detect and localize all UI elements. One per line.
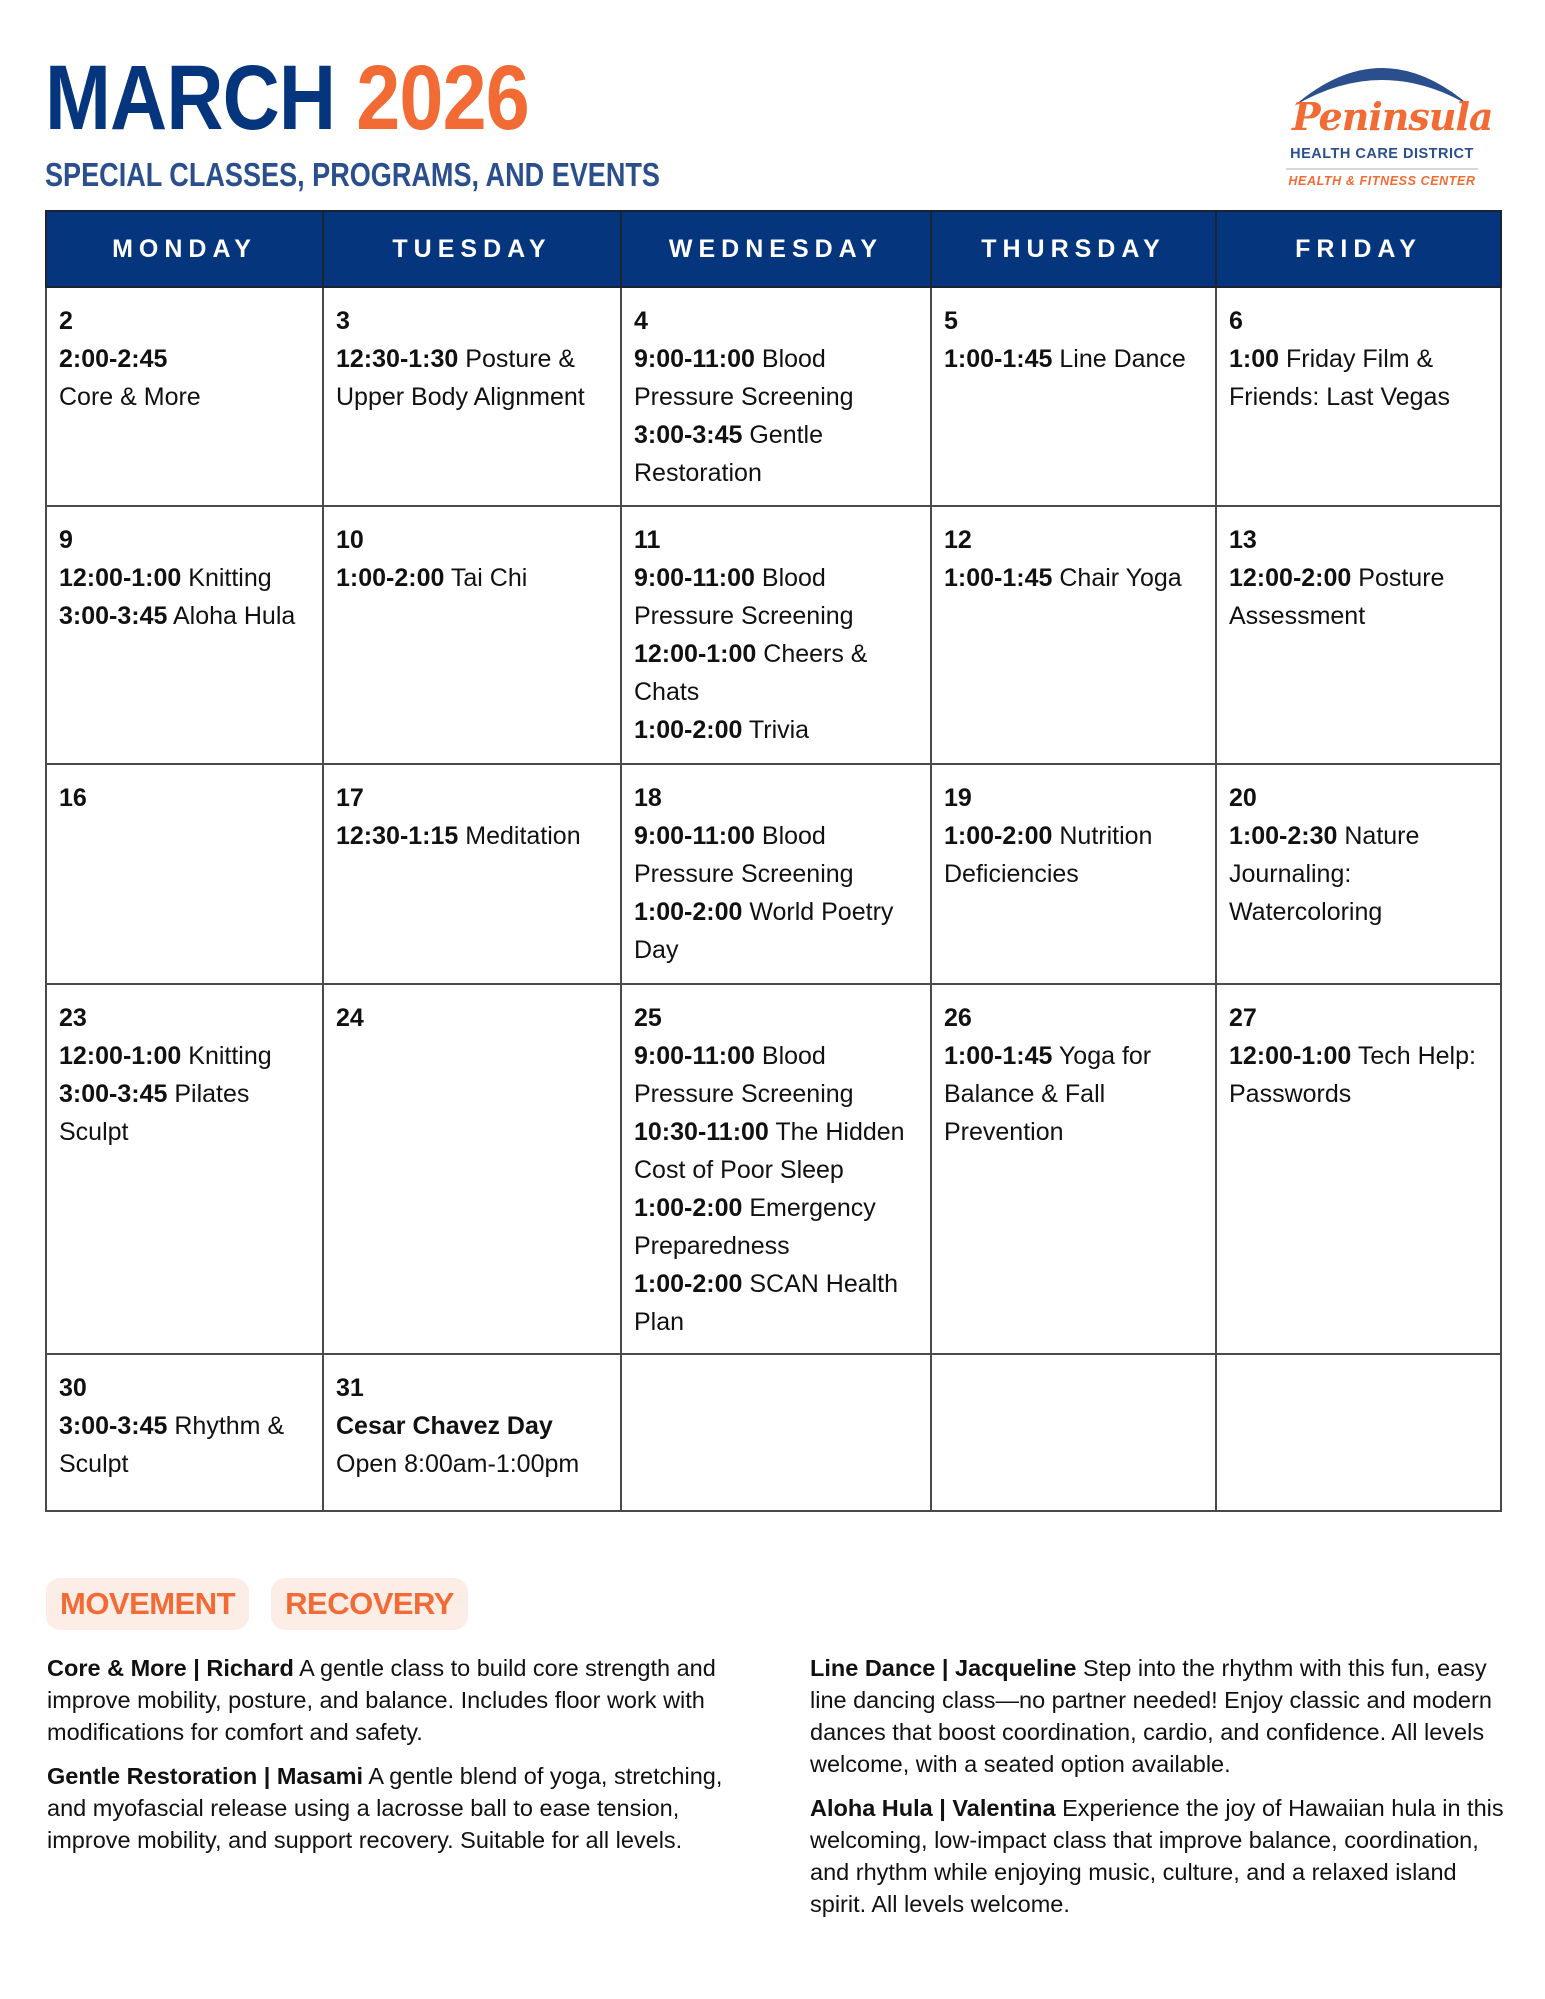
event-title: Rhythm & Sculpt <box>59 1412 285 1478</box>
event-title: Gentle Restoration <box>634 421 824 487</box>
calendar-day-16 <box>46 764 323 984</box>
event-time: 12:30-1:15 <box>336 822 459 850</box>
calendar-day-26 <box>931 984 1216 1354</box>
calendar-event <box>634 1189 918 1265</box>
event-title: Blood Pressure Screening <box>634 822 854 888</box>
event-title: Pilates Sculpt <box>59 1080 250 1146</box>
calendar-day-empty <box>1216 1354 1501 1511</box>
calendar-event <box>634 711 918 749</box>
logo-wordmark: Peninsula <box>1292 94 1493 139</box>
day-number: 20 <box>1229 784 1257 812</box>
event-title: Line Dance <box>1059 345 1186 373</box>
weekday-header-tuesday: TUESDAY <box>323 211 621 287</box>
event-title: World Poetry Day <box>634 898 894 964</box>
class-descriptions-right <box>810 1652 1510 1932</box>
event-title: Yoga for Balance & Fall Prevention <box>944 1042 1152 1146</box>
calendar-day-9 <box>46 506 323 764</box>
calendar-day-25 <box>621 984 931 1354</box>
calendar-event <box>336 817 608 855</box>
calendar-event <box>634 817 918 893</box>
calendar-event <box>59 559 310 597</box>
description-text: Step into the rhythm with this fun, easy line dancing class—no partner needed! Enjoy classic and modern dances that boost coordination, cardio, and confidence. All levels welcome, with a seated option available. <box>810 1655 1492 1777</box>
day-number: 11 <box>634 526 661 554</box>
calendar-day-11 <box>621 506 931 764</box>
day-number: 31 <box>336 1374 364 1402</box>
description-core-more <box>47 1652 762 1748</box>
day-number: 4 <box>634 307 648 335</box>
event-title: Posture & Upper Body Alignment <box>336 345 585 411</box>
calendar-day-30 <box>46 1354 323 1511</box>
event-time: 2:00-2:45 <box>59 345 168 373</box>
tag-movement: MOVEMENT <box>46 1578 249 1630</box>
event-title: Cheers & Chats <box>634 640 868 706</box>
class-descriptions-left <box>47 1652 762 1868</box>
event-time: 1:00 <box>1229 345 1280 373</box>
calendar-week-row <box>46 1354 1501 1511</box>
event-time: 12:00-1:00 <box>1229 1042 1352 1070</box>
calendar-day-31 <box>323 1354 621 1511</box>
event-time: 9:00-11:00 <box>634 1042 755 1070</box>
calendar-day-2 <box>46 287 323 506</box>
weekday-header-wednesday: WEDNESDAY <box>621 211 931 287</box>
calendar-day-13 <box>1216 506 1501 764</box>
tag-recovery: RECOVERY <box>271 1578 468 1630</box>
event-title: Posture Assessment <box>1229 564 1445 630</box>
event-time: 1:00-2:00 <box>634 716 743 744</box>
event-title: Nutrition Deficiencies <box>944 822 1153 888</box>
day-number: 16 <box>59 784 87 812</box>
event-time: 3:00-3:45 <box>59 1080 168 1108</box>
event-time: 1:00-2:00 <box>336 564 445 592</box>
event-time: 1:00-2:00 <box>944 822 1053 850</box>
calendar-event <box>59 597 310 635</box>
calendar-event <box>59 1075 310 1151</box>
calendar-event <box>634 635 918 711</box>
page-title <box>45 47 529 149</box>
event-title: Friday Film & Friends: Last Vegas <box>1229 345 1450 411</box>
description-line-dance <box>810 1652 1510 1780</box>
calendar-event <box>944 1037 1203 1151</box>
calendar-week-row <box>46 506 1501 764</box>
calendar-week-row <box>46 984 1501 1354</box>
day-number: 6 <box>1229 307 1243 335</box>
calendar-event <box>634 1265 918 1341</box>
calendar-event <box>1229 559 1488 635</box>
logo-district: HEALTH CARE DISTRICT <box>1290 146 1474 162</box>
day-number: 19 <box>944 784 972 812</box>
event-time: 9:00-11:00 <box>634 564 755 592</box>
event-title: Blood Pressure Screening <box>634 1042 854 1108</box>
description-aloha-hula <box>810 1792 1510 1920</box>
calendar-event <box>634 893 918 969</box>
calendar-day-17 <box>323 764 621 984</box>
calendar-event <box>944 559 1203 597</box>
title-year: 2026 <box>356 47 529 149</box>
event-time: 12:00-2:00 <box>1229 564 1352 592</box>
event-time: 12:00-1:00 <box>634 640 757 668</box>
event-time: 12:30-1:30 <box>336 345 459 373</box>
calendar-event <box>1229 1037 1488 1113</box>
event-title: Chair Yoga <box>1059 564 1182 592</box>
day-number: 18 <box>634 784 662 812</box>
logo-divider <box>1286 168 1478 170</box>
day-number: 13 <box>1229 526 1257 554</box>
description-text: A gentle class to build core strength and improve mobility, posture, and balance. Includes floor work with modifications for comfort and safety. <box>47 1655 716 1745</box>
event-title: Tai Chi <box>450 564 528 592</box>
event-time: 1:00-1:45 <box>944 345 1053 373</box>
calendar-event <box>944 817 1203 893</box>
calendar-event <box>634 559 918 635</box>
event-title: The Hidden Cost of Poor Sleep <box>634 1118 905 1184</box>
event-time: 1:00-2:30 <box>1229 822 1338 850</box>
calendar-event <box>634 340 918 416</box>
calendar-day-6 <box>1216 287 1501 506</box>
calendar-event <box>59 340 310 416</box>
calendar-event <box>944 340 1203 378</box>
description-heading: Core & More | Richard <box>47 1655 294 1681</box>
event-title: Tech Help: Passwords <box>1229 1042 1476 1108</box>
event-time: 1:00-2:00 <box>634 1194 743 1222</box>
calendar-day-20 <box>1216 764 1501 984</box>
description-text: Experience the joy of Hawaiian hula in this welcoming, low-impact class that improve balance, coordination, and rhythm while enjoying music, culture, and a relaxed island spirit. All levels welcome. <box>810 1795 1504 1917</box>
calendar-day-10 <box>323 506 621 764</box>
weekday-header-thursday: THURSDAY <box>931 211 1216 287</box>
event-title: Nature Journaling: Watercoloring <box>1229 822 1420 926</box>
calendar-event <box>1229 340 1488 416</box>
calendar-day-3 <box>323 287 621 506</box>
calendar-day-27 <box>1216 984 1501 1354</box>
calendar-grid <box>45 210 1502 1512</box>
day-number: 3 <box>336 307 350 335</box>
calendar-day-5 <box>931 287 1216 506</box>
calendar-event <box>336 559 608 597</box>
day-number: 2 <box>59 307 73 335</box>
day-number: 9 <box>59 526 73 554</box>
calendar-event <box>634 1037 918 1113</box>
day-number: 5 <box>944 307 958 335</box>
event-title: Aloha Hula <box>172 602 296 630</box>
day-number: 24 <box>336 1004 364 1032</box>
event-time: 1:00-2:00 <box>634 898 743 926</box>
page-subtitle: SPECIAL CLASSES, PROGRAMS, AND EVENTS <box>45 156 660 193</box>
day-number: 30 <box>59 1374 87 1402</box>
calendar-event <box>634 416 918 492</box>
calendar-day-24 <box>323 984 621 1354</box>
description-gentle-restoration <box>47 1760 762 1856</box>
event-time: 1:00-1:45 <box>944 564 1053 592</box>
description-heading: Line Dance | Jacqueline <box>810 1655 1077 1681</box>
calendar-day-empty <box>621 1354 931 1511</box>
event-time: 3:00-3:45 <box>634 421 743 449</box>
calendar-event <box>59 1407 310 1483</box>
event-time: 10:30-11:00 <box>634 1118 769 1146</box>
event-time: 9:00-11:00 <box>634 822 755 850</box>
event-title: Blood Pressure Screening <box>634 564 854 630</box>
event-title: Emergency Preparedness <box>634 1194 876 1260</box>
calendar-week-row <box>46 764 1501 984</box>
event-time: 12:00-1:00 <box>59 1042 182 1070</box>
district-logo <box>1282 48 1493 198</box>
event-title: Trivia <box>748 716 810 744</box>
event-title: Blood Pressure Screening <box>634 345 854 411</box>
weekday-header-monday: MONDAY <box>46 211 323 287</box>
calendar-day-18 <box>621 764 931 984</box>
event-time: 1:00-2:00 <box>634 1270 743 1298</box>
calendar-event <box>336 1407 608 1483</box>
description-text: A gentle blend of yoga, stretching, and myofascial release using a lacrosse ball to ease tension, improve mobility, and support recovery. Suitable for all levels. <box>47 1763 723 1853</box>
weekday-header-friday: FRIDAY <box>1216 211 1501 287</box>
day-number: 17 <box>336 784 364 812</box>
calendar-day-empty <box>931 1354 1216 1511</box>
day-number: 26 <box>944 1004 972 1032</box>
calendar-day-12 <box>931 506 1216 764</box>
description-heading: Gentle Restoration | Masami <box>47 1763 364 1789</box>
event-title: Knitting <box>188 1042 272 1070</box>
event-time: 3:00-3:45 <box>59 602 168 630</box>
day-number: 23 <box>59 1004 87 1032</box>
event-title: Meditation <box>465 822 581 850</box>
calendar-day-4 <box>621 287 931 506</box>
day-number: 27 <box>1229 1004 1257 1032</box>
calendar-event <box>634 1113 918 1189</box>
event-title: Open 8:00am-1:00pm <box>336 1450 580 1478</box>
event-title: Core & More <box>59 383 201 411</box>
title-month: MARCH <box>45 47 336 149</box>
calendar-event <box>59 1037 310 1075</box>
event-time: 1:00-1:45 <box>944 1042 1053 1070</box>
day-number: 25 <box>634 1004 662 1032</box>
calendar-week-row <box>46 287 1501 506</box>
event-time: 12:00-1:00 <box>59 564 182 592</box>
category-tags <box>46 1578 468 1630</box>
calendar-event <box>1229 817 1488 931</box>
event-title: SCAN Health Plan <box>634 1270 899 1336</box>
event-time: Cesar Chavez Day <box>336 1412 553 1440</box>
logo-center: HEALTH & FITNESS CENTER <box>1288 174 1476 188</box>
event-time: 9:00-11:00 <box>634 345 755 373</box>
weekday-header-row <box>46 211 1501 287</box>
calendar-day-23 <box>46 984 323 1354</box>
calendar-event <box>336 340 608 416</box>
day-number: 12 <box>944 526 972 554</box>
day-number: 10 <box>336 526 364 554</box>
event-time: 3:00-3:45 <box>59 1412 168 1440</box>
calendar-day-19 <box>931 764 1216 984</box>
description-heading: Aloha Hula | Valentina <box>810 1795 1056 1821</box>
event-title: Knitting <box>188 564 272 592</box>
